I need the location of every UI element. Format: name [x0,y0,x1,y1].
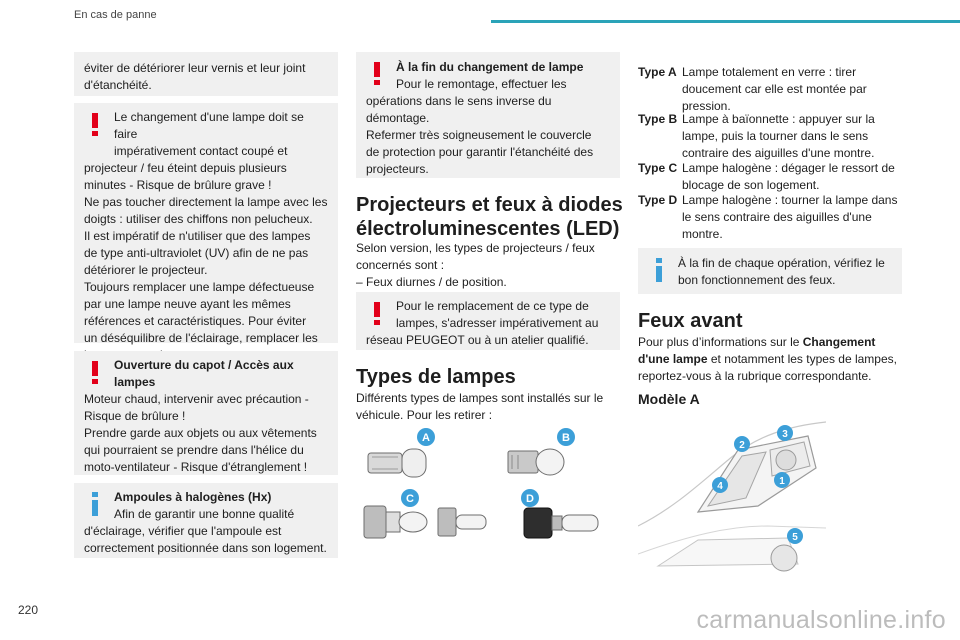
text-line: Afin de garantir une bonne qualité [114,507,295,521]
text-line: impérativement contact coupé et [114,144,288,158]
text-line: de type anti-ultraviolet (UV) afin de ne pas [84,246,309,260]
text-line: opérations dans le sens inverse du [366,94,552,108]
text-line: Le changement d'une lampe doit se faire [114,110,304,141]
bulb-illustration-d [518,488,618,550]
type-d-entry: Type D Lampe halogène : tourner la lampe dans le sens contraire des aiguilles d'une montre. [638,193,898,241]
svg-text:2: 2 [739,440,745,451]
page-number: 220 [18,603,39,617]
text-line: projecteur / feu éteint depuis plusieurs [84,161,287,175]
text-line: de protection pour garantir l'étanchéité des [366,145,594,159]
warning-box-hood [74,351,338,475]
warning-exclamation-icon [368,300,386,326]
type-label: Type A [638,65,677,79]
text-line: lampes, s'adresser impérativement au [396,316,599,330]
led-paragraph: Selon version, les types de projecteurs / feux concernés sont : – Feux diurnes / de position. [356,241,595,289]
text-line: doigts : utiliser des chiffons non pelucheux. [84,212,313,226]
text-line: Moteur chaud, intervenir avec précaution - [84,392,309,406]
svg-text:4: 4 [717,481,723,492]
info-icon [650,257,668,283]
warning-exclamation-icon [368,60,386,86]
svg-text:1: 1 [779,476,785,487]
svg-text:5: 5 [792,532,798,543]
headlight-diagram [638,416,826,578]
watermark: carmanualsonline.info [696,606,946,634]
warning-box-led [356,292,620,350]
warning-exclamation-icon [86,111,104,137]
note-box-varnish [74,52,338,96]
info-icon [86,491,104,517]
bulb-illustration-c [358,488,498,550]
text-line: Pour le remplacement de ce type de [396,299,589,313]
header-accent-bar [491,20,960,23]
text-line: Refermer très soigneusement le couvercle [366,128,592,142]
text-line: qui pourraient se prendre dans l'hélice du [84,443,304,457]
type-label: Type B [638,112,678,126]
section-title: En cas de panne [74,9,157,21]
text-line: moto-ventilateur - Risque d'étranglement ! [84,460,308,474]
info-box-halogen [74,483,338,558]
bulb-illustration-b [500,425,585,485]
text-line: détériorer le projecteur. [84,263,208,277]
box-title: À la fin du changement de lampe [396,60,584,74]
warning-box-lamp-change [74,103,338,343]
text-line: démontage. [366,111,430,125]
heading-lamp-types: Types de lampes [356,366,516,388]
type-a-entry: Type A Lampe totalement en verre : tirer doucement car elle est montée par pression. [638,65,867,113]
heading-led: Projecteurs et feux à diodes électroluminescentes (LED) [356,194,623,240]
text-line: correctement positionnée dans son logement. [84,541,327,555]
bulb-c-label: C [406,493,414,505]
heading-front-lights: Feux avant [638,310,743,332]
text-line: Toujours remplacer une lampe défectueuse [84,280,315,294]
text-line: Prendre garde aux objets ou aux vêtements [84,426,317,440]
box-title: Ampoules à halogènes (Hx) [114,490,272,504]
svg-text:3: 3 [782,429,788,440]
bulb-b-label: B [562,432,570,444]
text-line: références et caractéristiques. Pour éviter [84,314,307,328]
heading-model-a: Modèle A [638,391,700,407]
text-line: Risque de brûlure ! [84,409,186,423]
text-line: d'éclairage, vérifier que l'ampoule est [84,524,282,538]
text-line: éviter de détériorer leur vernis et leur joint [84,61,306,75]
text-line: projecteurs. [366,162,429,176]
text-line: d'étanchéité. [84,78,152,92]
warning-exclamation-icon [86,359,104,385]
bulb-illustration-a [358,425,443,485]
type-label: Type D [638,193,678,207]
text-line: Ne pas toucher directement la lampe avec les [84,195,328,209]
types-paragraph: Différents types de lampes sont installés sur le véhicule. Pour les retirer : [356,391,604,422]
text-line: un déséquilibre de l'éclairage, remplacer les [84,331,318,345]
text-line: bon fonctionnement des feux. [678,273,836,287]
text-line: Il est impératif de n'utiliser que des lampes [84,229,311,243]
bulb-a-label: A [422,432,430,444]
info-box-check-lights [638,248,902,294]
type-b-entry: Type B Lampe à baïonnette : appuyer sur la lampe, puis la tourner dans le sens contraire des aiguilles d'une montre. [638,112,875,160]
text-line: minutes - Risque de brûlure grave ! [84,178,272,192]
text-line: réseau PEUGEOT ou à un atelier qualifié. [366,333,589,347]
warning-box-end-of-change [356,52,620,178]
text-line: par une lampe neuve ayant les mêmes [84,297,291,311]
text-line: À la fin de chaque opération, vérifiez le [678,256,885,270]
bulb-d-label: D [526,493,534,505]
type-label: Type C [638,161,678,175]
box-title: lampes [114,375,156,389]
type-c-entry: Type C Lampe halogène : dégager le ressort de blocage de son logement. [638,161,895,192]
front-paragraph: Pour plus d’informations sur le Changement d'une lampe et notamment les types de lampes, reportez-vous à la rubrique correspondante. [638,335,897,383]
text-line: Pour le remontage, effectuer les [396,77,567,91]
box-title: Ouverture du capot / Accès aux [114,358,294,372]
